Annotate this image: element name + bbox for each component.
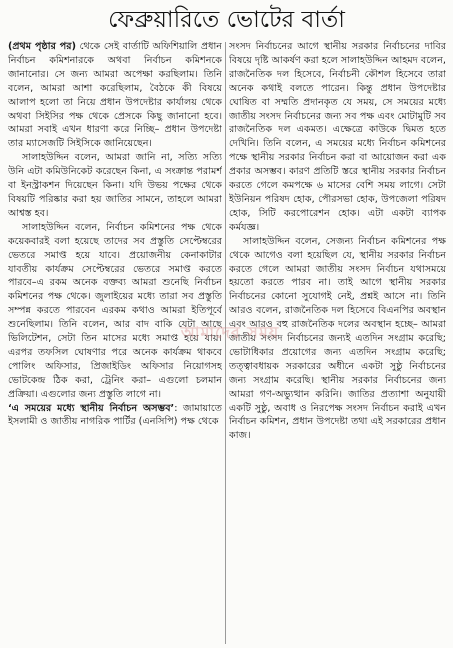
left-paragraph-4-text: : জামায়াতে ইসলামী ও জাতীয় নাগরিক পার্টির (এনসিপি) পক্ষ থেকে <box>8 402 222 428</box>
subheading: ‘এ সময়ের মধ্যে স্থানীয় নির্বাচন অসম্ভব’ <box>8 402 175 414</box>
left-paragraph-1-text: থেকে সেই বার্তাটি অফিশিয়ালি প্রধান নির্বাচন কমিশনারকে অথবা নির্বাচন কমিশনকে জানানোর। সে জন্য আমরা অপেক্ষা করছিলাম। তিনি বলেন, আমরা আশা করেছিলাম, বৈঠকে কী বিষয়ে আলাপ হলো তা নিয়ে প্রধান উপদেষ্টার কার্যালয় থেকে অথবা সিইসির পক্ষ থেকে প্রেসকে কিছু জানানো হবে। আমরা সবাই এখন ধারণা করে নিচ্ছি– প্রধান উপদেষ্টা তার ম্যাসেজটি সিইসিকে জানিয়েছেন। <box>8 41 222 150</box>
column-divider <box>225 42 226 644</box>
left-paragraph-3: সালাহউদ্দিন বলেন, নির্বাচন কমিশনের পক্ষ থেকে কয়েকবারই বলা হয়েছে তাদের সব প্রস্তুতি সেপ্টেম্বরের ভেতরে সমাপ্ত হয়ে যাবে। প্রয়োজনীয় কেনাকাটার যাবতীয় কার্যক্রম সেপ্টেম্বরের ভেতরে সমাপ্ত করতে পারবে–এ রকম অনেক বক্তব্য আমরা শুনেছি নির্বাচন কমিশনের পক্ষ থেকে। জুলাইয়ের মধ্যে তারা সব প্রস্তুতি সম্পন্ন করতে পারবেন এরকম কথাও আমরা ইতিপূর্বে শুনেছিলাম। তিনি বলেন, আর বাদ বাকি যেটা আছে ভিলিটেশন, সেটা তিন মাসের মধ্যে সমাপ্ত হয়ে যায়। এরপর তফসিল ঘোষণার পরে অনেক কার্যক্রম থাকবে পোলিং অফিসার, প্রিজাইডিং অফিসার নিয়োগসহ ভোটকেন্দ্র ঠিক করা, ট্রেনিং করা– এগুলো চলমান প্রক্রিয়া। এগুলোর জন্য প্রস্তুতি লাগে না। <box>8 221 222 400</box>
headline: ফেব্রুয়ারিতে ভোটের বার্তা <box>108 7 345 33</box>
left-paragraph-2: সালাহউদ্দিন বলেন, আমরা জানি না, সত্যি সত্যি উনি এটা কমিউনিকেট করেছেন কিনা, এ সংক্রান্ত পরামর্শ বা ইনস্ট্রাকশন দিয়েছেন কিনা। যদি উভয় পক্ষের থেকে বিষয়টি পরিষ্কার করা হয় জাতির সামনে, তাহলে আমরা আশ্বস্ত হব। <box>8 152 222 219</box>
watermark: আমাদের সময় <box>180 323 280 342</box>
left-paragraph-1 <box>8 40 222 151</box>
left-paragraph-4 <box>8 402 222 430</box>
right-paragraph-2: সালাহউদ্দিন বলেন, সেজন্য নির্বাচন কমিশনের পক্ষ থেকে আগেও বলা হয়েছিল যে, স্থানীয় সরকার নির্বাচন করতে গেলে আমরা জাতীয় সংসদ নির্বাচন যথাসময়ে হয়তো করতে পারব না। তাই আগে স্থানীয় সরকার নির্বাচনের কোনো সুযোগই নেই, প্রশ্নই আসে না। তিনি আরও বলেন, রাজনৈতিক দল হিসেবে বিএনপির অবস্থান এবং আরও বহু রাজনৈতিক দলের অবস্থান হচ্ছে– আমরা জাতীয় সংসদ নির্বাচনের জন্যই এতদিন সংগ্রাম করেছি; ভোটাধিকার প্রয়োগের জন্য এতদিন সংগ্রাম করেছি; তত্ত্বাবধায়ক সরকারের অধীনে একটা সুষ্ঠু নির্বাচনের জন্য সংগ্রাম করেছি। স্থানীয় সরকার নির্বাচনের জন্য আমরা গণ-অভ্যুত্থান করিনি। জাতির প্রত্যাশা অনুযায়ী একটি সুষ্ঠু, অবাধ ও নিরপেক্ষ সংসদ নির্বাচন করাই এখন নির্বাচন কমিশন, প্রধান উপদেষ্টা তথা এই সরকারের প্রধান কাজ। <box>229 235 446 442</box>
right-column <box>229 40 446 648</box>
right-paragraph-1: সংসদ নির্বাচনের আগে স্থানীয় সরকার নির্বাচনের দাবির বিষয়ে দৃষ্টি আকর্ষণ করা হলে সালাহউদ্দিন আহমদ বলেন, রাজনৈতিক দল হিসেবে, নির্বাচনী কৌশল হিসেবে তারা অনেক কথাই বলতে পারেন। কিন্তু প্রধান উপদেষ্টার ঘোষিত বা সম্মতি প্রদানকৃত যে সময়, সে সময়ের মধ্যে জাতীয় সংসদ নির্বাচনের জন্য সব পক্ষ এবং মোটামুটি সব রাজনৈতিক দল একমত। এক্ষেত্রে কাউকে দ্বিমত হতে দেখিনি। তিনি বলেন, এ সময়ের মধ্যে নির্বাচন কমিশনের পক্ষে স্থানীয় সরকার নির্বাচন করা বা আয়োজন করা এক প্রকার অসম্ভব। কারণ প্রতিটি স্তরে স্থানীয় সরকার নির্বাচন করতে গেলে কমপক্ষে ৬ মাসের বেশি সময় লাগে। সেটা ইউনিয়ন পরিষদ হোক, পৌরসভা হোক, উপজেলা পরিষদ হোক, সিটি করপোরেশন হোক। এটা একটা ব্যাপক কর্মযজ্ঞ। <box>229 41 446 233</box>
left-column <box>8 40 222 648</box>
continuation-tag: (প্রথম পৃষ্ঠার পর) <box>8 41 76 52</box>
